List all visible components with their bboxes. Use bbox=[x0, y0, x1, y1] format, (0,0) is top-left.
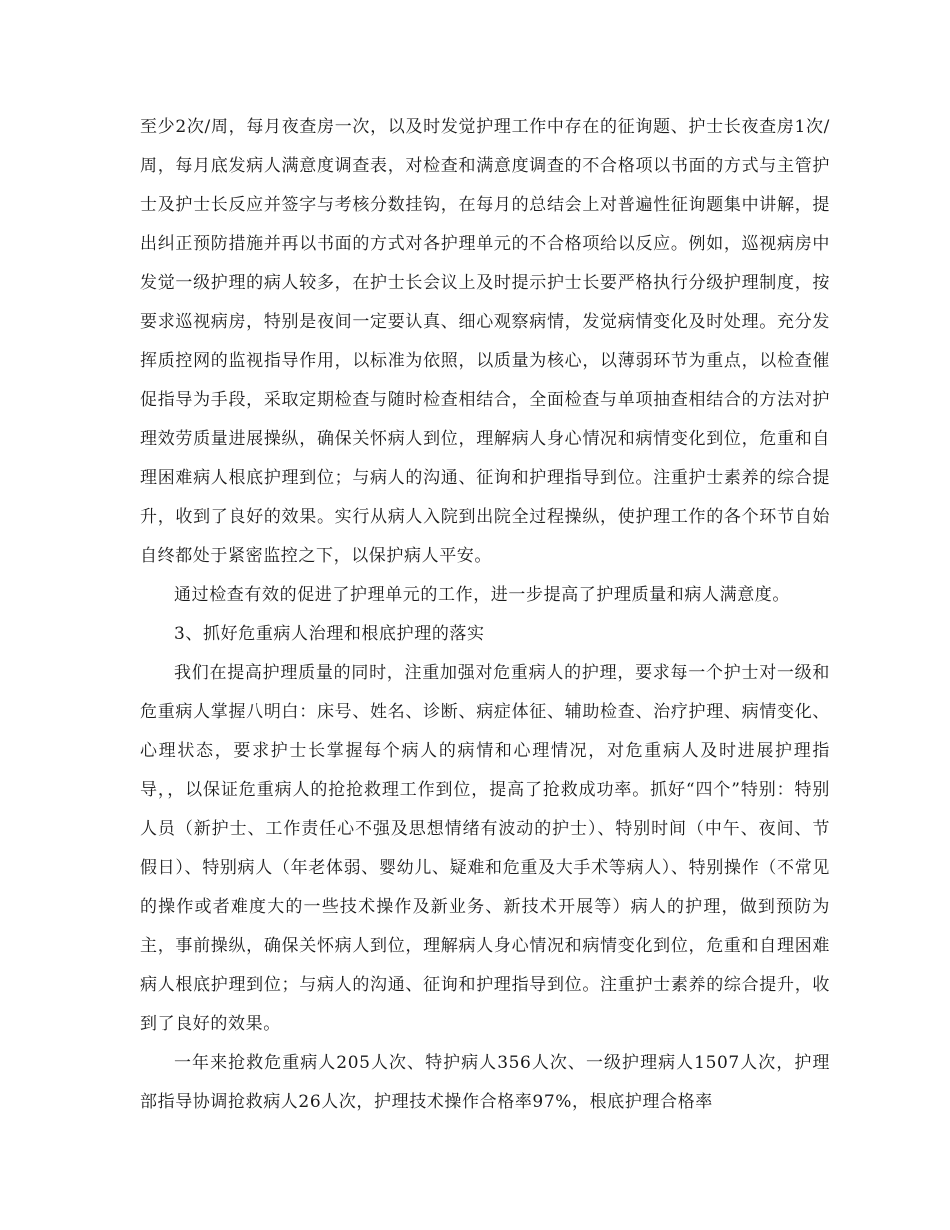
section-heading: 3、抓好危重病人治理和根底护理的落实 bbox=[174, 624, 485, 644]
document-body bbox=[140, 108, 830, 1122]
body-paragraph-2: 通过检查有效的促进了护理单元的工作，进一步提高了护理质量和病人满意度。 bbox=[174, 585, 790, 605]
body-paragraph-1: 至少2次/周，每月夜查房一次，以及时发觉护理工作中存在的征询题、护士长夜查房1次/周，每月底发病人满意度调查表，对检查和满意度调查的不合格项以书面的方式与主管护士及护士长反应并签字与考核分数挂钩，在每月的总结会上对普遍性征询题集中讲解，提出纠正预防措施并再以书面的方式对各护理单元的不合格项给以反应。例如，巡视病房中发觉一级护理的病人较多，在护士长会议上及时提示护士长要严格执行分级护理制度，按要求巡视病房，特别是夜间一定要认真、细心观察病情，发觉病情变化及时处理。充分发挥质控网的监视指导作用，以标准为依照，以质量为核心，以薄弱环节为重点，以检查催促指导为手段，采取定期检查与随时检查相结合，全面检查与单项抽查相结合的方法对护理效劳质量进展操纵，确保关怀病人到位，理解病人身心情况和病情变化到位，危重和自理困难病人根底护理到位；与病人的沟通、征询和护理指导到位。注重护士素养的综合提升，收到了良好的效果。实行从病人入院到出院全过程操纵，使护理工作的各个环节自始自终都处于紧密监控之下，以保护病人平安。 bbox=[140, 117, 830, 566]
body-paragraph-4: 一年来抢救危重病人205人次、特护病人356人次、一级护理病人1507人次，护理部指导协调抢救病人26人次，护理技术操作合格率97%，根底护理合格率 bbox=[140, 1053, 830, 1112]
body-paragraph-3: 我们在提高护理质量的同时，注重加强对危重病人的护理，要求每一个护士对一级和危重病人掌握八明白：床号、姓名、诊断、病症体征、辅助检查、治疗护理、病情变化、心理状态，要求护士长掌握每个病人的病情和心理情况，对危重病人及时进展护理指导，，以保证危重病人的抢抢救理工作到位，提高了抢救成功率。抓好“四个”特别：特别人员（新护士、工作责任心不强及思想情绪有波动的护士）、特别时间（中午、夜间、节假日）、特别病人（年老体弱、婴幼儿、疑难和危重及大手术等病人）、特别操作（不常见的操作或者难度大的一些技术操作及新业务、新技术开展等）病人的护理，做到预防为主，事前操纵，确保关怀病人到位，理解病人身心情况和病情变化到位，危重和自理困难病人根底护理到位；与病人的沟通、征询和护理指导到位。注重护士素养的综合提升，收到了良好的效果。 bbox=[140, 663, 830, 1034]
